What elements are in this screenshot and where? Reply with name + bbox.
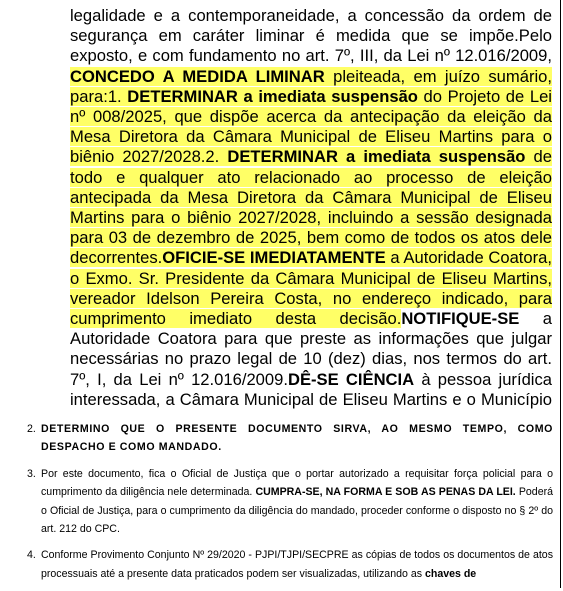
list-item-number: 3.	[27, 467, 36, 480]
notifique-se-label: NOTIFIQUE-SE	[401, 309, 520, 329]
list-item-text: Conforme Provimento Conjunto Nº 29/2020 - PJPI/TJPI/SECPRE as cópias de todos os documentos de atos processuais até a presente data praticados podem ser visualizadas, utilizando as	[41, 549, 553, 580]
list-item-text: Por este documento, fica o Oficial de Justiça que o portar autorizado a requisitar força policial para o cumprimento da diligência nele determinada.	[41, 467, 553, 499]
list-item	[27, 420, 553, 457]
highlight-segment: a Autoridade Coatora, o Exmo. Sr. Presidente da Câmara Municipal de Eliseu Martins, vereador Idelson Pereira Costa, no endereço indicado, para cumprimento imediato desta decisão.	[70, 248, 552, 329]
de-se-ciencia-label: DÊ-SE CIÊNCIA	[287, 369, 415, 389]
text-segment: legalidade e a contemporaneidade, a concessão da ordem de segurança em caráter liminar é medida que se impõe.Pelo exposto, e com fundamento no art. 7º, III, da Lei nº 12.016/2009,	[70, 6, 552, 66]
list-item-text: Poderá o Oficial de Justiça, para o cumprimento da diligência do mandado, proceder conforme o disposto no § 2º do art. 212 do CPC.	[41, 486, 554, 536]
list-item-number: 2.	[27, 423, 36, 435]
text-segment: à pessoa jurídica interessada, a Câmara Municipal de Eliseu Martins e o Município	[70, 369, 552, 409]
highlight-concedo-medida-liminar: CONCEDO A MEDIDA LIMINAR	[70, 66, 325, 86]
list-item-bold: CUMPRA-SE, NA FORMA E SOB AS PENAS DA LEI.	[255, 486, 516, 499]
highlight-oficie-se: OFICIE-SE IMEDIATAMENTE	[162, 248, 386, 268]
decision-paragraph	[70, 6, 552, 410]
highlight-segment: pleiteada, em juízo sumário, para:1.	[70, 66, 552, 106]
text-segment: a Autoridade Coatora para que preste as informações que julgar necessárias no prazo legal de 10 (dez) dias, nos termos do art. 7º, I, da Lei nº 12.016/2009.	[70, 309, 552, 389]
list-item-bold: chaves de	[424, 567, 477, 580]
list-item	[27, 465, 553, 539]
list-item-text: DETERMINO QUE O PRESENTE DOCUMENTO SIRVA, AO MESMO TEMPO, COMO DESPACHO E COMO MANDADO.	[41, 423, 553, 454]
highlight-segment: do Projeto de Lei nº 008/2025, que dispõe acerca da antecipação da eleição da Mesa Diretora da Câmara Municipal de Eliseu Martins para o biênio 2027/2028.2.	[70, 86, 552, 167]
list-item	[27, 546, 553, 583]
highlight-determinar-1: DETERMINAR a imediata suspensão	[127, 86, 418, 106]
numbered-list	[27, 420, 553, 591]
highlight-determinar-2: DETERMINAR a imediata suspensão	[227, 147, 526, 167]
list-item-number: 4.	[27, 549, 36, 562]
highlight-segment: de todo e qualquer ato relacionado ao processo de eleição antecipada da Mesa Diretora da Câmara Municipal de Eliseu Martins para o biênio 2027/2028, incluindo a sessão designada para 03 de dezembro de 2025, bem como de todos os atos dele decorrentes.	[70, 147, 552, 268]
